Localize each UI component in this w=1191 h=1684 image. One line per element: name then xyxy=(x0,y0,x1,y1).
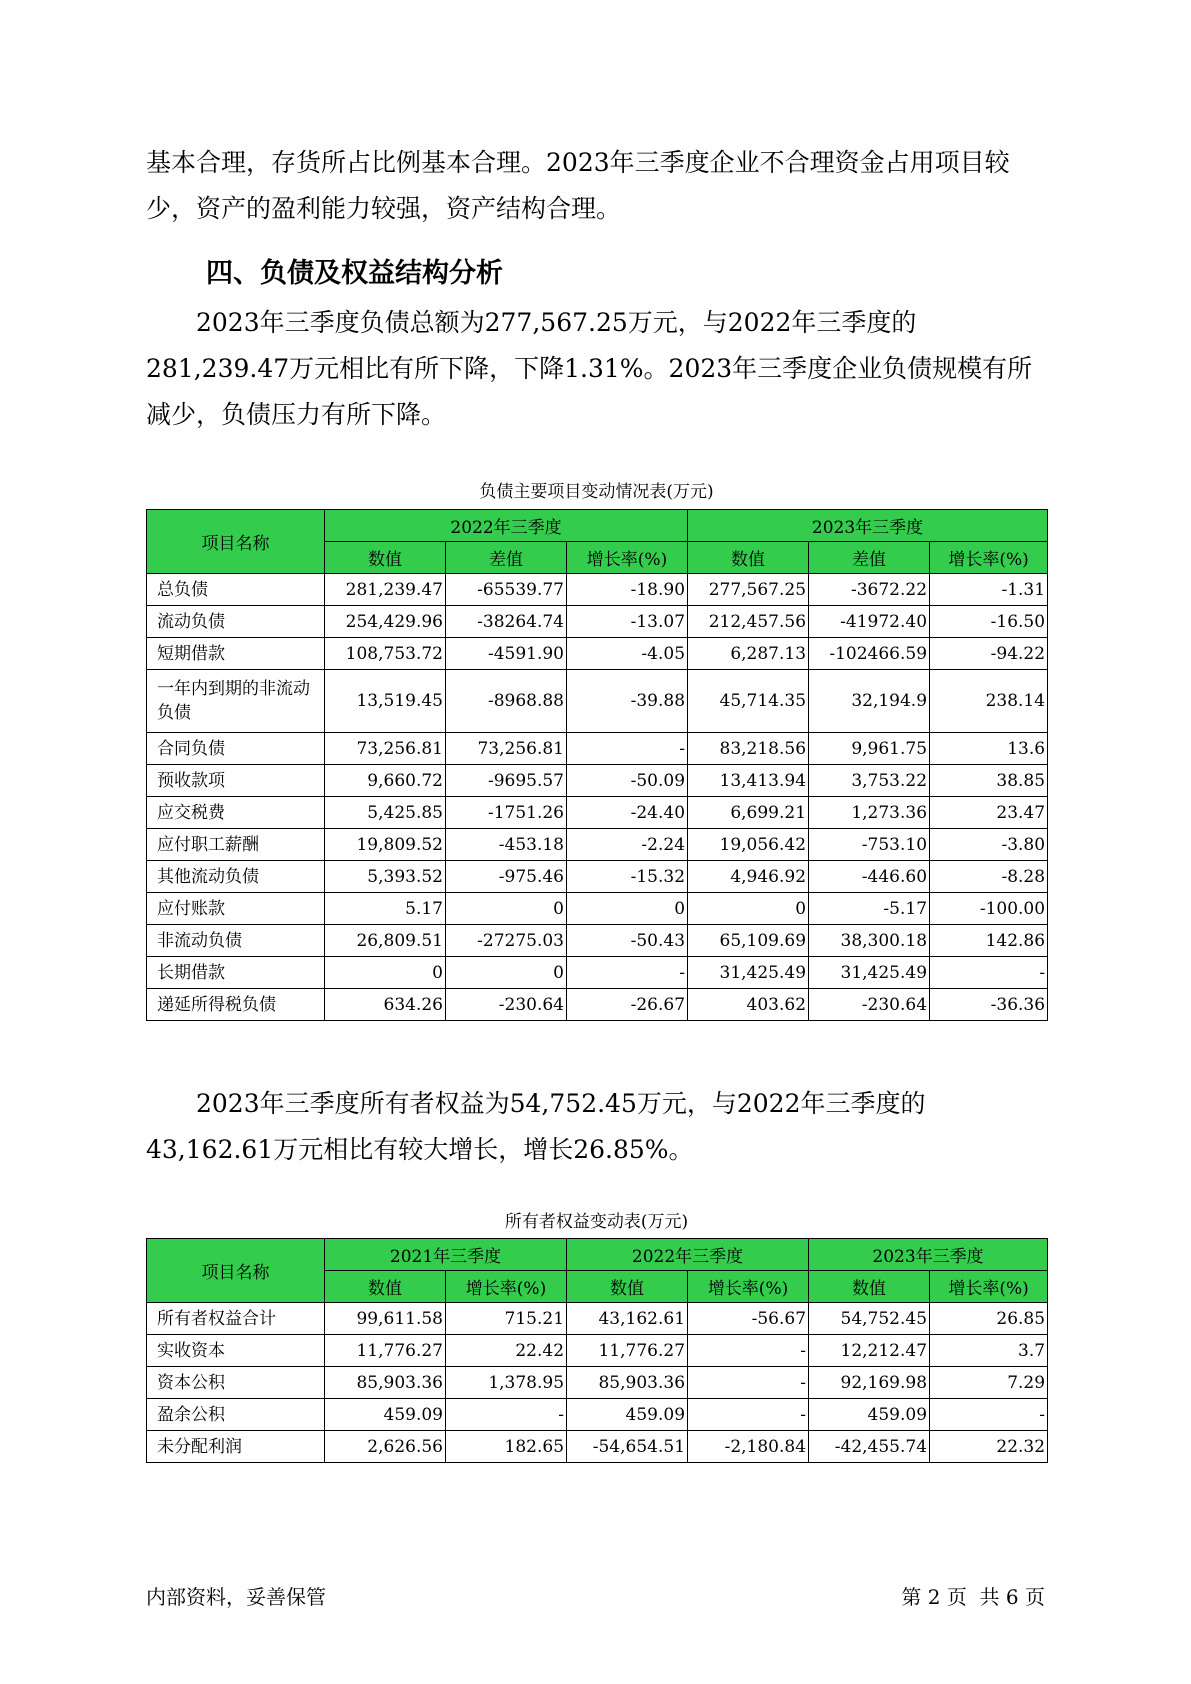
table-cell: -2.24 xyxy=(567,829,688,861)
table-cell: -27275.03 xyxy=(446,925,567,957)
table-cell: -4.05 xyxy=(567,638,688,670)
table-cell: 459.09 xyxy=(809,1399,930,1431)
table-cell: 0 xyxy=(325,957,446,989)
liability-paragraph: 2023年三季度负债总额为277,567.25万元，与2022年三季度的281,239.47万元相比有所下降，下降1.31%。2023年三季度企业负债规模有所减少，负债压力有所下降。 xyxy=(146,308,1033,429)
row-label: 递延所得税负债 xyxy=(147,989,325,1021)
table-cell: -3.80 xyxy=(930,829,1048,861)
table-row xyxy=(147,989,1048,1021)
table-cell: -36.36 xyxy=(930,989,1048,1021)
table-cell: -3672.22 xyxy=(809,574,930,606)
table-row xyxy=(147,765,1048,797)
table-cell: 45,714.35 xyxy=(688,670,809,733)
section-heading: 四、负债及权益结构分析 xyxy=(206,258,503,289)
table-cell: 459.09 xyxy=(567,1399,688,1431)
table-cell: - xyxy=(930,957,1048,989)
row-label: 合同负债 xyxy=(147,733,325,765)
table-cell: -975.46 xyxy=(446,861,567,893)
table-cell: -230.64 xyxy=(446,989,567,1021)
table-cell: - xyxy=(567,733,688,765)
table-cell: -16.50 xyxy=(930,606,1048,638)
table-row xyxy=(147,1367,1048,1399)
table-cell: 83,218.56 xyxy=(688,733,809,765)
table-cell: -753.10 xyxy=(809,829,930,861)
subheader-difference: 差值 xyxy=(446,542,567,574)
table-cell: 31,425.49 xyxy=(688,957,809,989)
row-label: 流动负债 xyxy=(147,606,325,638)
table-cell: -39.88 xyxy=(567,670,688,733)
table-cell: 238.14 xyxy=(930,670,1048,733)
table-row xyxy=(147,797,1048,829)
row-label: 盈余公积 xyxy=(147,1399,325,1431)
table-cell: -15.32 xyxy=(567,861,688,893)
table-cell: 715.21 xyxy=(446,1303,567,1335)
table-cell: 1,273.36 xyxy=(809,797,930,829)
table-cell: 182.65 xyxy=(446,1431,567,1463)
table-cell: 5,393.52 xyxy=(325,861,446,893)
table-cell: 634.26 xyxy=(325,989,446,1021)
table-row xyxy=(147,925,1048,957)
table-cell: 142.86 xyxy=(930,925,1048,957)
table-row xyxy=(147,733,1048,765)
table-row xyxy=(147,638,1048,670)
table-cell: 73,256.81 xyxy=(325,733,446,765)
table-cell: 92,169.98 xyxy=(809,1367,930,1399)
table-cell: -446.60 xyxy=(809,861,930,893)
header-item-name: 项目名称 xyxy=(147,1239,325,1303)
table-cell: - xyxy=(567,957,688,989)
row-label: 非流动负债 xyxy=(147,925,325,957)
subheader-value: 数值 xyxy=(567,1271,688,1303)
table-cell: 99,611.58 xyxy=(325,1303,446,1335)
subheader-growth-rate: 增长率(%) xyxy=(930,542,1048,574)
subheader-growth-rate: 增长率(%) xyxy=(567,542,688,574)
table-cell: 13,519.45 xyxy=(325,670,446,733)
table-cell: 13,413.94 xyxy=(688,765,809,797)
table-cell: 9,660.72 xyxy=(325,765,446,797)
footer-page-number: 第 2 页 共 6 页 xyxy=(901,1585,1045,1609)
table-cell: -50.09 xyxy=(567,765,688,797)
table-cell: 12,212.47 xyxy=(809,1335,930,1367)
table-cell: - xyxy=(930,1399,1048,1431)
subheader-growth-rate: 增长率(%) xyxy=(446,1271,567,1303)
table-cell: -4591.90 xyxy=(446,638,567,670)
table-cell: 0 xyxy=(567,893,688,925)
table-cell: 1,378.95 xyxy=(446,1367,567,1399)
table-cell: 9,961.75 xyxy=(809,733,930,765)
table-row xyxy=(147,957,1048,989)
table-cell: 65,109.69 xyxy=(688,925,809,957)
table-cell: 26.85 xyxy=(930,1303,1048,1335)
table-cell: 2,626.56 xyxy=(325,1431,446,1463)
table-cell: -100.00 xyxy=(930,893,1048,925)
table-cell: 85,903.36 xyxy=(567,1367,688,1399)
liability-table-body xyxy=(147,574,1048,1021)
subheader-value: 数值 xyxy=(325,1271,446,1303)
row-label: 未分配利润 xyxy=(147,1431,325,1463)
row-label: 所有者权益合计 xyxy=(147,1303,325,1335)
table-cell: -56.67 xyxy=(688,1303,809,1335)
table-cell: 254,429.96 xyxy=(325,606,446,638)
table-row xyxy=(147,861,1048,893)
table-cell: 43,162.61 xyxy=(567,1303,688,1335)
equity-table-caption: 所有者权益变动表(万元) xyxy=(504,1212,689,1232)
footer-confidential-note: 内部资料，妥善保管 xyxy=(146,1585,326,1609)
table-cell: 4,946.92 xyxy=(688,861,809,893)
table-cell: 5.17 xyxy=(325,893,446,925)
row-label: 应付职工薪酬 xyxy=(147,829,325,861)
row-label: 预收款项 xyxy=(147,765,325,797)
table-cell: -41972.40 xyxy=(809,606,930,638)
table-cell: 7.29 xyxy=(930,1367,1048,1399)
table-cell: -102466.59 xyxy=(809,638,930,670)
table-cell: 281,239.47 xyxy=(325,574,446,606)
table-cell: -1751.26 xyxy=(446,797,567,829)
table-cell: 3.7 xyxy=(930,1335,1048,1367)
subheader-growth-rate: 增长率(%) xyxy=(688,1271,809,1303)
header-item-name: 项目名称 xyxy=(147,510,325,574)
table-cell: 19,809.52 xyxy=(325,829,446,861)
table-cell: -9695.57 xyxy=(446,765,567,797)
table-cell: -65539.77 xyxy=(446,574,567,606)
table-cell: 0 xyxy=(446,893,567,925)
table-cell: -38264.74 xyxy=(446,606,567,638)
table-cell: -50.43 xyxy=(567,925,688,957)
table-cell: 403.62 xyxy=(688,989,809,1021)
row-label: 其他流动负债 xyxy=(147,861,325,893)
table-cell: -8.28 xyxy=(930,861,1048,893)
table-row xyxy=(147,893,1048,925)
table-cell: 38,300.18 xyxy=(809,925,930,957)
table-cell: -26.67 xyxy=(567,989,688,1021)
table-cell: -8968.88 xyxy=(446,670,567,733)
table-cell: 31,425.49 xyxy=(809,957,930,989)
table-cell: 32,194.9 xyxy=(809,670,930,733)
table-cell: - xyxy=(446,1399,567,1431)
table-cell: 277,567.25 xyxy=(688,574,809,606)
table-cell: 11,776.27 xyxy=(325,1335,446,1367)
equity-table xyxy=(146,1238,1048,1463)
row-label: 实收资本 xyxy=(147,1335,325,1367)
table-cell: -1.31 xyxy=(930,574,1048,606)
subheader-value: 数值 xyxy=(809,1271,930,1303)
table-row xyxy=(147,829,1048,861)
table-cell: 13.6 xyxy=(930,733,1048,765)
table-row xyxy=(147,574,1048,606)
table-cell: - xyxy=(688,1399,809,1431)
row-label: 长期借款 xyxy=(147,957,325,989)
table-cell: 0 xyxy=(688,893,809,925)
table-cell: 3,753.22 xyxy=(809,765,930,797)
table-cell: 22.32 xyxy=(930,1431,1048,1463)
table-cell: 108,753.72 xyxy=(325,638,446,670)
table-cell: 459.09 xyxy=(325,1399,446,1431)
table-cell: 23.47 xyxy=(930,797,1048,829)
table-row xyxy=(147,606,1048,638)
table-cell: -94.22 xyxy=(930,638,1048,670)
intro-paragraph: 基本合理，存货所占比例基本合理。2023年三季度企业不合理资金占用项目较少，资产的盈利能力较强，资产结构合理。 xyxy=(146,148,1010,223)
row-label: 资本公积 xyxy=(147,1367,325,1399)
table-cell: 19,056.42 xyxy=(688,829,809,861)
row-label: 总负债 xyxy=(147,574,325,606)
table-cell: 85,903.36 xyxy=(325,1367,446,1399)
table-cell: -42,455.74 xyxy=(809,1431,930,1463)
table-cell: 11,776.27 xyxy=(567,1335,688,1367)
table-cell: 26,809.51 xyxy=(325,925,446,957)
table-row xyxy=(147,1335,1048,1367)
header-period-2023: 2023年三季度 xyxy=(809,1239,1048,1271)
table-cell: -18.90 xyxy=(567,574,688,606)
table-cell: 54,752.45 xyxy=(809,1303,930,1335)
row-label: 应交税费 xyxy=(147,797,325,829)
table-cell: -453.18 xyxy=(446,829,567,861)
table-row xyxy=(147,1431,1048,1463)
table-cell: -54,654.51 xyxy=(567,1431,688,1463)
table-cell: 5,425.85 xyxy=(325,797,446,829)
liability-table xyxy=(146,509,1048,1021)
table-cell: -230.64 xyxy=(809,989,930,1021)
table-row xyxy=(147,1399,1048,1431)
subheader-growth-rate: 增长率(%) xyxy=(930,1271,1048,1303)
table-cell: - xyxy=(688,1335,809,1367)
table-cell: -2,180.84 xyxy=(688,1431,809,1463)
table-cell: 212,457.56 xyxy=(688,606,809,638)
equity-table-body xyxy=(147,1303,1048,1463)
table-cell: 73,256.81 xyxy=(446,733,567,765)
subheader-difference: 差值 xyxy=(809,542,930,574)
table-row xyxy=(147,1303,1048,1335)
equity-paragraph: 2023年三季度所有者权益为54,752.45万元，与2022年三季度的43,162.61万元相比有较大增长，增长26.85%。 xyxy=(146,1089,926,1164)
row-label: 一年内到期的非流动负债 xyxy=(147,670,325,733)
subheader-value: 数值 xyxy=(325,542,446,574)
table-cell: - xyxy=(688,1367,809,1399)
table-cell: 0 xyxy=(446,957,567,989)
row-label: 短期借款 xyxy=(147,638,325,670)
header-period-2022: 2022年三季度 xyxy=(567,1239,809,1271)
table-cell: 6,699.21 xyxy=(688,797,809,829)
header-period-2021: 2021年三季度 xyxy=(325,1239,567,1271)
table-cell: -5.17 xyxy=(809,893,930,925)
row-label: 应付账款 xyxy=(147,893,325,925)
header-period-2023: 2023年三季度 xyxy=(688,510,1048,542)
table-cell: 38.85 xyxy=(930,765,1048,797)
table-cell: 6,287.13 xyxy=(688,638,809,670)
header-period-2022: 2022年三季度 xyxy=(325,510,688,542)
subheader-value: 数值 xyxy=(688,542,809,574)
table-row xyxy=(147,670,1048,733)
table-cell: 22.42 xyxy=(446,1335,567,1367)
liability-table-caption: 负债主要项目变动情况表(万元) xyxy=(479,482,714,502)
table-cell: -13.07 xyxy=(567,606,688,638)
table-cell: -24.40 xyxy=(567,797,688,829)
